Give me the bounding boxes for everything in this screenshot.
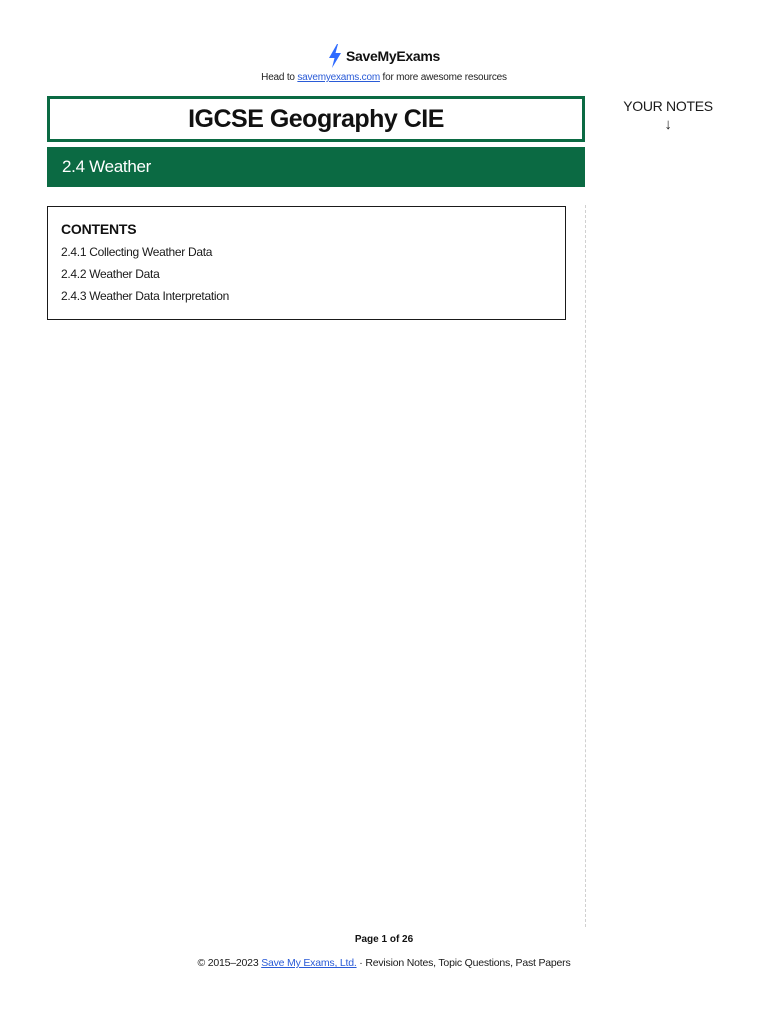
- contents-heading: CONTENTS: [61, 221, 137, 237]
- contents-box: [47, 206, 566, 320]
- copyright-prefix: © 2015–2023: [197, 957, 262, 969]
- arrow-down-icon: ↓: [664, 116, 672, 133]
- section-bar: [47, 147, 585, 187]
- tagline-prefix: Head to: [261, 72, 298, 83]
- header-tagline: [0, 72, 768, 83]
- brand-name: SaveMyExams: [346, 48, 440, 64]
- lightning-bolt-icon: [328, 44, 342, 68]
- footer-copyright: [0, 957, 768, 969]
- contents-list: [61, 245, 229, 311]
- your-notes-text: YOUR NOTES: [623, 98, 713, 114]
- tagline-suffix: for more awesome resources: [379, 72, 507, 83]
- site-logo[interactable]: [0, 44, 768, 68]
- savemyexams-link[interactable]: savemyexams.com: [297, 72, 380, 83]
- contents-item[interactable]: 2.4.1 Collecting Weather Data: [61, 245, 213, 259]
- savemyexams-ltd-link[interactable]: Save My Exams, Ltd.: [261, 957, 357, 969]
- section-title: 2.4 Weather: [62, 157, 151, 176]
- notes-divider: [585, 205, 586, 927]
- page-number: Page 1 of 26: [354, 934, 414, 945]
- your-notes-label: [612, 98, 724, 134]
- copyright-suffix: · Revision Notes, Topic Questions, Past Papers: [356, 957, 571, 969]
- page-title: IGCSE Geography CIE: [188, 104, 444, 133]
- title-box: [47, 96, 585, 142]
- contents-item[interactable]: 2.4.3 Weather Data Interpretation: [61, 289, 229, 303]
- contents-item[interactable]: 2.4.2 Weather Data: [61, 267, 160, 281]
